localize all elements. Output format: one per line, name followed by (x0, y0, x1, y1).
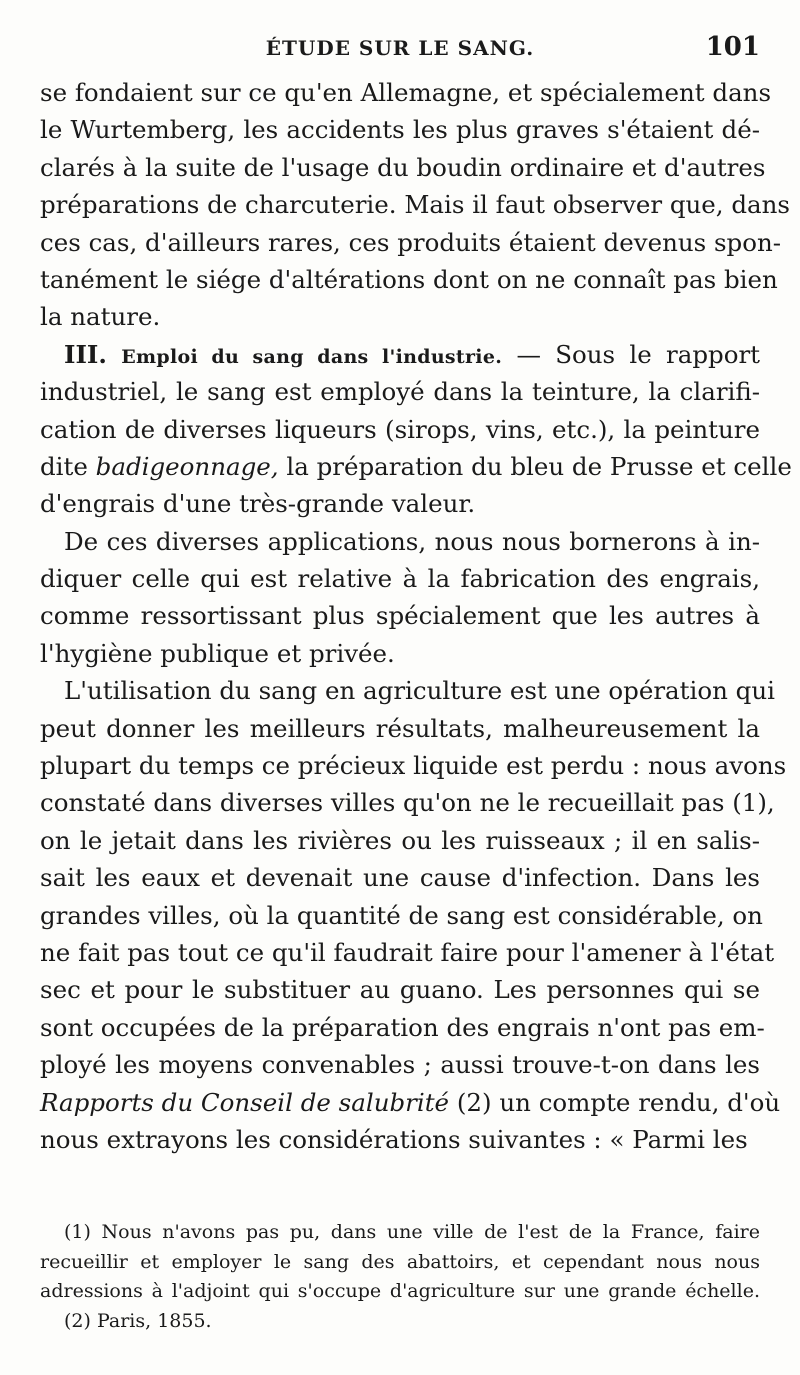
text-line: industriel, le sang est employé dans la teinture, la clarifi- (40, 377, 760, 407)
section-number: III. (64, 339, 107, 369)
footnote-1-line: adressions à l'adjoint qui s'occupe d'agriculture sur une grande échelle. (40, 1280, 760, 1302)
text-line: sait les eaux et devenait une cause d'infection. Dans les (40, 863, 760, 893)
text-line (40, 448, 792, 485)
text-line: diquer celle qui est relative à la fabrication des engrais, (40, 564, 760, 594)
text-line (40, 1084, 781, 1121)
text-line: De ces diverses applications, nous nous bornerons à in- (64, 526, 760, 556)
text-fragment: dite (40, 451, 88, 481)
text-line: d'engrais d'une très-grande valeur. (40, 489, 476, 519)
text-line: ne fait pas tout ce qu'il faudrait faire pour l'amener à l'état (40, 937, 775, 967)
text-line: on le jetait dans les rivières ou les ruisseaux ; il en salis- (40, 825, 760, 855)
text-line: nous extrayons les considérations suivantes : « Parmi les (40, 1124, 748, 1154)
text-line: sont occupées de la préparation des engrais n'ont pas em- (40, 1012, 765, 1042)
text-line: l'hygiène publique et privée. (40, 638, 395, 668)
section-first-line-rest: — Sous le rapport (516, 339, 761, 369)
footnote-1-line: recueillir et employer le sang des abattoirs, et cependant nous nous (40, 1250, 760, 1273)
text-line: tanément le siége d'altérations dont on ne connaît pas bien (40, 264, 778, 294)
section-title: Emploi du sang dans l'industrie. (121, 345, 503, 368)
text-line: comme ressortissant plus spécialement que les autres à (40, 601, 760, 631)
text-fragment: (2) un compte rendu, d'où (456, 1087, 781, 1117)
text-line: ces cas, d'ailleurs rares, ces produits étaient devenus spon- (40, 227, 782, 257)
text-line: se fondaient sur ce qu'en Allemagne, et spécialement dans (40, 78, 772, 107)
running-title: ÉTUDE SUR LE SANG. (265, 36, 535, 60)
text-line: la nature. (40, 302, 161, 332)
text-line: clarés à la suite de l'usage du boudin ordinaire et d'autres (40, 152, 766, 182)
text-line: le Wurtemberg, les accidents les plus graves s'étaient dé- (40, 115, 760, 145)
italic-title: Rapports du Conseil de salubrité (40, 1087, 450, 1117)
page-number: 101 (705, 32, 760, 62)
text-line: ployé les moyens convenables ; aussi trouve-t-on dans les (40, 1050, 760, 1080)
section-heading-line (40, 336, 760, 373)
text-line: grandes villes, où la quantité de sang est considérable, on (40, 900, 763, 930)
text-line: L'utilisation du sang en agriculture est une opération qui (64, 676, 775, 706)
text-line: peut donner les meilleurs résultats, malheureusement la (40, 713, 760, 743)
body-text (40, 74, 792, 1158)
page-header (40, 32, 760, 68)
text-line: plupart du temps ce précieux liquide est perdu : nous avons (40, 751, 787, 781)
footnote-2: (2) Paris, 1855. (64, 1309, 212, 1332)
text-line: sec et pour le substituer au guano. Les personnes qui se (40, 975, 760, 1005)
text-fragment: la préparation du bleu de Prusse et celle (286, 451, 792, 481)
footnote-1-line: (1) Nous n'avons pas pu, dans une ville de l'est de la France, faire (64, 1221, 760, 1243)
text-line: constaté dans diverses villes qu'on ne le recueillait pas (1), (40, 788, 775, 818)
italic-term: badigeonnage, (95, 451, 279, 481)
text-line: préparations de charcuterie. Mais il faut observer que, dans (40, 190, 791, 220)
text-line: cation de diverses liqueurs (sirops, vins, etc.), la peinture (40, 414, 760, 444)
footnotes (40, 1218, 760, 1336)
